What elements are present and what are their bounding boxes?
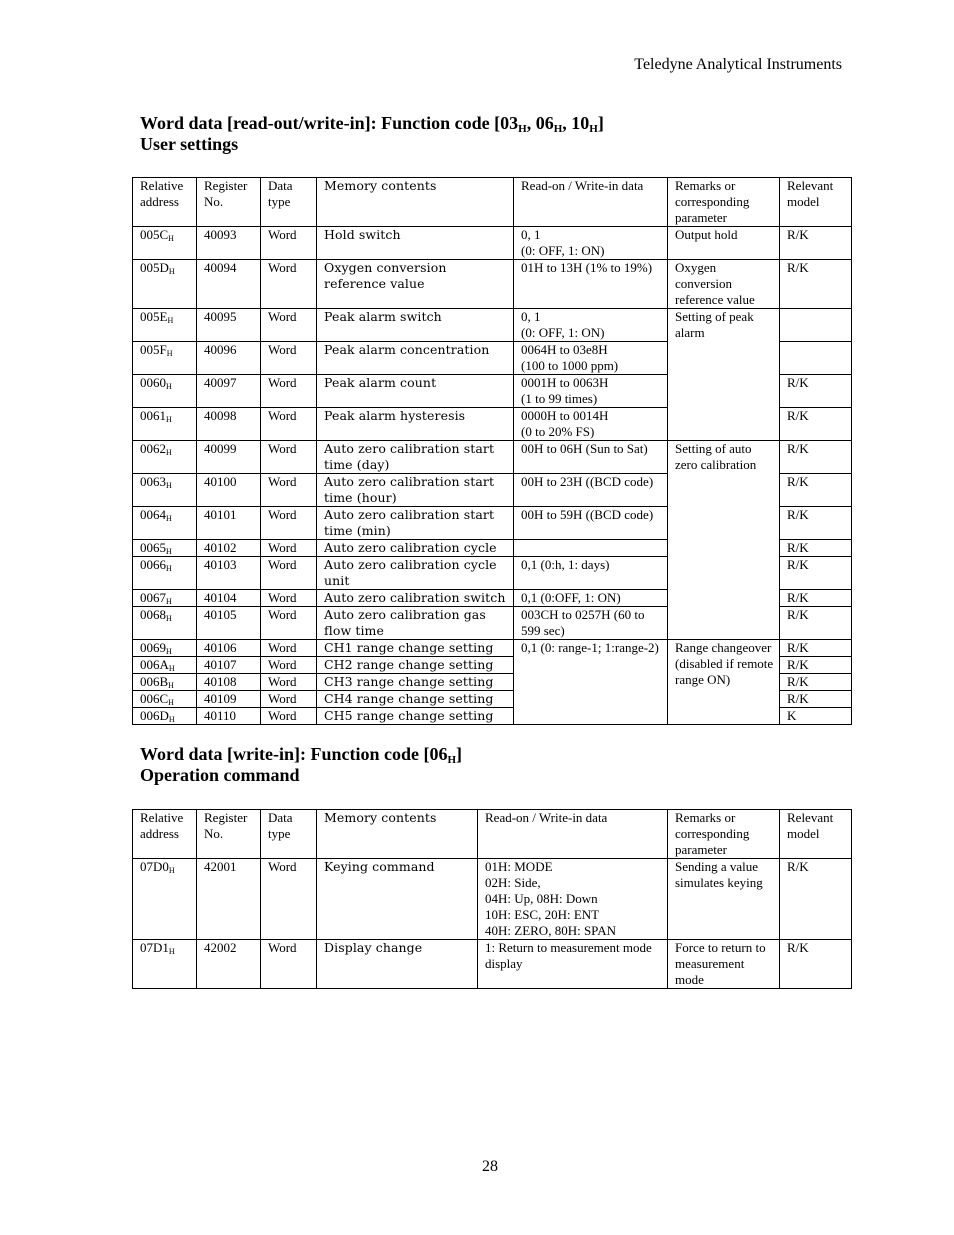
relevant-model (780, 309, 852, 342)
register-number: 40098 (197, 408, 261, 441)
read-write-data: 00H to 59H ((BCD code) (514, 507, 668, 540)
relative-address: $005E_H$ (133, 309, 197, 342)
section-heading: Word data [write-in]: Function code $[06_H]$ (140, 744, 463, 766)
data-type: Word (261, 342, 317, 375)
memory-contents: Hold switch (317, 227, 514, 260)
relative-address: $0060_H$ (133, 375, 197, 408)
section-heading: Word data [read-out/write-in]: Function code [$03_H$, $06_H$, $10_H$] (140, 113, 604, 135)
column-header: Memory contents (317, 810, 478, 859)
relevant-model: R/K (780, 940, 852, 989)
remarks: Force to return to measurement mode (668, 940, 780, 989)
section-title-operation-command (140, 744, 462, 786)
memory-contents: CH4 range change setting (317, 691, 514, 708)
read-write-data: 01H to 13H (1% to 19%) (514, 260, 668, 309)
relevant-model: R/K (780, 540, 852, 557)
memory-contents: Auto zero calibration cycle (317, 540, 514, 557)
relevant-model: R/K (780, 507, 852, 540)
data-type: Word (261, 375, 317, 408)
column-header: Relevant model (780, 810, 852, 859)
relative-address: $006B_H$ (133, 674, 197, 691)
column-header: Relative address (133, 810, 197, 859)
column-header: Remarks or corresponding parameter (668, 178, 780, 227)
page-number: 28 (482, 1158, 498, 1175)
register-number: 40106 (197, 640, 261, 657)
relevant-model: R/K (780, 557, 852, 590)
relative-address: $006A_H$ (133, 657, 197, 674)
relative-address: $005F_H$ (133, 342, 197, 375)
column-header: Relative address (133, 178, 197, 227)
memory-contents: Auto zero calibration start time (hour) (317, 474, 514, 507)
read-write-data: 01H: MODE 02H: Side, 04H: Up, 08H: Down 10H: ESC, 20H: ENT 40H: ZERO, 80H: SPAN (478, 859, 668, 940)
memory-contents: Peak alarm count (317, 375, 514, 408)
data-type: Word (261, 940, 317, 989)
relative-address: $0067_H$ (133, 590, 197, 607)
memory-contents: Peak alarm switch (317, 309, 514, 342)
relative-address: $0062_H$ (133, 441, 197, 474)
read-write-data: 003CH to 0257H (60 to 599 sec) (514, 607, 668, 640)
column-header: Data type (261, 178, 317, 227)
register-number: 40101 (197, 507, 261, 540)
memory-contents: Oxygen conversion reference value (317, 260, 514, 309)
data-type: Word (261, 260, 317, 309)
table-row (133, 227, 852, 260)
relevant-model: R/K (780, 408, 852, 441)
relative-address: $0069_H$ (133, 640, 197, 657)
column-header: Remarks or corresponding parameter (668, 810, 780, 859)
section-title-user-settings (140, 113, 604, 155)
register-number: 40110 (197, 708, 261, 725)
data-type: Word (261, 408, 317, 441)
data-type: Word (261, 640, 317, 657)
remarks: Sending a value simulates keying (668, 859, 780, 940)
relevant-model: R/K (780, 859, 852, 940)
column-header: Relevant model (780, 178, 852, 227)
read-write-data: 0064H to 03e8H (100 to 1000 ppm) (514, 342, 668, 375)
register-number: 40099 (197, 441, 261, 474)
table-row (133, 859, 852, 940)
relevant-model: R/K (780, 657, 852, 674)
data-type: Word (261, 708, 317, 725)
table-row (133, 940, 852, 989)
data-type: Word (261, 507, 317, 540)
register-number: 42002 (197, 940, 261, 989)
memory-contents: CH2 range change setting (317, 657, 514, 674)
data-type: Word (261, 540, 317, 557)
register-number: 42001 (197, 859, 261, 940)
data-type: Word (261, 227, 317, 260)
data-type: Word (261, 607, 317, 640)
register-number: 40100 (197, 474, 261, 507)
relative-address: $0063_H$ (133, 474, 197, 507)
relevant-model: R/K (780, 260, 852, 309)
memory-contents: Peak alarm hysteresis (317, 408, 514, 441)
relevant-model: R/K (780, 375, 852, 408)
memory-contents: Auto zero calibration switch (317, 590, 514, 607)
relevant-model: R/K (780, 474, 852, 507)
data-type: Word (261, 590, 317, 607)
relevant-model: K (780, 708, 852, 725)
data-type: Word (261, 474, 317, 507)
register-number: 40097 (197, 375, 261, 408)
register-number: 40103 (197, 557, 261, 590)
data-type: Word (261, 691, 317, 708)
data-type: Word (261, 674, 317, 691)
memory-contents: CH3 range change setting (317, 674, 514, 691)
remarks: Setting of peak alarm (668, 309, 780, 441)
relevant-model: R/K (780, 227, 852, 260)
read-write-data: 1: Return to measurement mode display (478, 940, 668, 989)
memory-contents: Display change (317, 940, 478, 989)
relative-address: $006D_H$ (133, 708, 197, 725)
remarks: Setting of auto zero calibration (668, 441, 780, 640)
relative-address: $005C_H$ (133, 227, 197, 260)
register-number: 40095 (197, 309, 261, 342)
relative-address: $0064_H$ (133, 507, 197, 540)
register-number: 40108 (197, 674, 261, 691)
read-write-data: 0, 1 (0: OFF, 1: ON) (514, 309, 668, 342)
table-row (133, 640, 852, 657)
memory-contents: Peak alarm concentration (317, 342, 514, 375)
relative-address: $0065_H$ (133, 540, 197, 557)
read-write-data: 0000H to 0014H (0 to 20% FS) (514, 408, 668, 441)
register-number: 40107 (197, 657, 261, 674)
data-type: Word (261, 859, 317, 940)
user-settings-table (132, 177, 852, 725)
register-number: 40093 (197, 227, 261, 260)
relative-address: $0066_H$ (133, 557, 197, 590)
relevant-model: R/K (780, 674, 852, 691)
register-number: 40105 (197, 607, 261, 640)
memory-contents: Keying command (317, 859, 478, 940)
read-write-data (514, 540, 668, 557)
relative-address: $0061_H$ (133, 408, 197, 441)
data-type: Word (261, 309, 317, 342)
memory-contents: Auto zero calibration start time (day) (317, 441, 514, 474)
table-header-row (133, 810, 852, 859)
relevant-model: R/K (780, 691, 852, 708)
relative-address: $005D_H$ (133, 260, 197, 309)
column-header: Register No. (197, 810, 261, 859)
document-header: Teledyne Analytical Instruments (634, 56, 842, 73)
memory-contents: Auto zero calibration gas flow time (317, 607, 514, 640)
read-write-data: 0001H to 0063H (1 to 99 times) (514, 375, 668, 408)
register-number: 40096 (197, 342, 261, 375)
memory-contents: CH5 range change setting (317, 708, 514, 725)
section-subtitle: Operation command (140, 765, 300, 785)
table-row (133, 309, 852, 342)
memory-contents: CH1 range change setting (317, 640, 514, 657)
column-header: Read-on / Write-in data (514, 178, 668, 227)
column-header: Read-on / Write-in data (478, 810, 668, 859)
relevant-model (780, 342, 852, 375)
register-number: 40104 (197, 590, 261, 607)
remarks: Output hold (668, 227, 780, 260)
relevant-model: R/K (780, 590, 852, 607)
remarks: Range changeover (disabled if remote range ON) (668, 640, 780, 725)
relevant-model: R/K (780, 640, 852, 657)
data-type: Word (261, 441, 317, 474)
register-number: 40094 (197, 260, 261, 309)
register-number: 40102 (197, 540, 261, 557)
read-write-data: 00H to 23H ((BCD code) (514, 474, 668, 507)
relative-address: $07D0_H$ (133, 859, 197, 940)
read-write-data: 0,1 (0:OFF, 1: ON) (514, 590, 668, 607)
relative-address: $0068_H$ (133, 607, 197, 640)
read-write-data: 0, 1 (0: OFF, 1: ON) (514, 227, 668, 260)
column-header: Register No. (197, 178, 261, 227)
remarks: Oxygen conversion reference value (668, 260, 780, 309)
data-type: Word (261, 557, 317, 590)
read-write-data: 0,1 (0:h, 1: days) (514, 557, 668, 590)
memory-contents: Auto zero calibration start time (min) (317, 507, 514, 540)
section-subtitle: User settings (140, 134, 239, 154)
relevant-model: R/K (780, 607, 852, 640)
relative-address: $006C_H$ (133, 691, 197, 708)
table-row (133, 441, 852, 474)
memory-contents: Auto zero calibration cycle unit (317, 557, 514, 590)
table-row (133, 260, 852, 309)
read-write-data: 00H to 06H (Sun to Sat) (514, 441, 668, 474)
relative-address: $07D1_H$ (133, 940, 197, 989)
column-header: Memory contents (317, 178, 514, 227)
column-header: Data type (261, 810, 317, 859)
table-header-row (133, 178, 852, 227)
relevant-model: R/K (780, 441, 852, 474)
operation-command-table (132, 809, 852, 989)
read-write-data: 0,1 (0: range-1; 1:range-2) (514, 640, 668, 725)
register-number: 40109 (197, 691, 261, 708)
data-type: Word (261, 657, 317, 674)
